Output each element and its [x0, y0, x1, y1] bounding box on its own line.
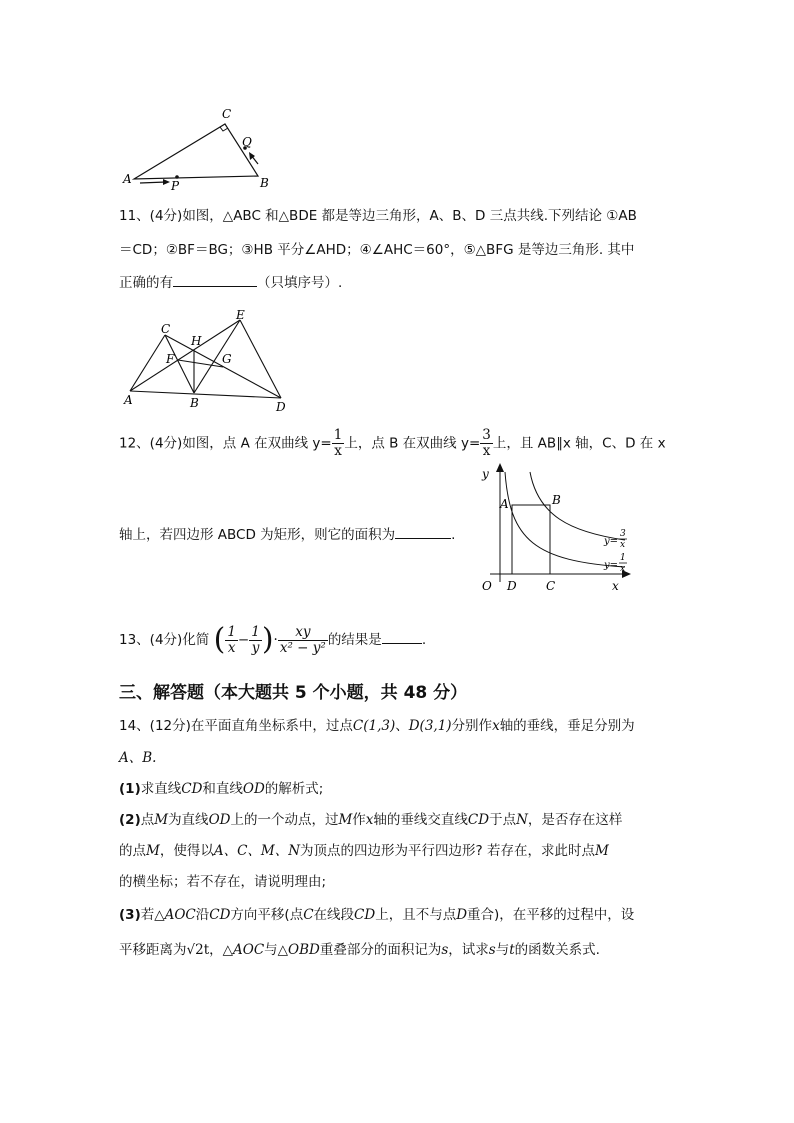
q12-line2 [119, 524, 455, 545]
label-a: A [123, 172, 132, 186]
q14-var-cd: CD [209, 907, 231, 923]
q14-part2-line3: 的横坐标；若不存在，请说明理由; [119, 874, 327, 890]
q14-text: 为直线 [168, 812, 209, 828]
q14-var-od: OD [208, 812, 231, 828]
label-curve1-den: x [620, 564, 626, 574]
label-p: P [171, 179, 180, 193]
q14-text: 的点 [119, 843, 146, 859]
q14-var-m: M [338, 812, 353, 828]
label-f: F [166, 352, 175, 366]
q14-text: 方向平移(点 [230, 907, 304, 923]
q11-number: 11、(4分) [119, 208, 183, 224]
q14-var-cd: CD [181, 781, 203, 797]
q14-text: 沿 [195, 907, 210, 923]
q14-text: 求直线 [140, 781, 182, 797]
curve-1-over-x [505, 472, 625, 567]
q14-text: 轴的垂线交直线 [373, 812, 468, 828]
q14-part2-line1 [119, 810, 622, 830]
q14-point-d: D(3,1) [408, 718, 452, 734]
q14-sqrt-2t: √2t [186, 942, 210, 958]
q11-text-line1: 如图，△ABC 和△BDE 都是等边三角形，A、B、D 三点共线.下列结论 ①AB [182, 208, 637, 224]
q14-var-x: x [365, 812, 374, 828]
q12-fraction-1-over-x: $\frac{1}{x}$ [333, 427, 343, 459]
label-c: C [546, 579, 556, 593]
q11-line1 [119, 206, 637, 226]
q14-text: 点 [140, 812, 155, 828]
label-curve1-num: 1 [620, 553, 626, 563]
curve-3-over-x [530, 472, 625, 540]
q14-var-od: OD [242, 781, 265, 797]
q14-text: 平移距离为 [119, 942, 187, 958]
q12-text-a: 如图，点 A 在双曲线 y= [182, 435, 332, 452]
q14-text: 分别作 [451, 718, 493, 734]
q13-line: 13、(4分)化简 ( $\frac{1}{x}$ − $\frac{1}{y}$ )· $\frac{xy}{\text{x² − y²}}$ 的结果是 . [119, 622, 427, 657]
segment-ac [130, 335, 165, 391]
q14-text: 作 [352, 812, 366, 828]
label-y: y [482, 467, 489, 481]
q12-text-line2a: 轴上，若四边形 ABCD 为矩形，则它的面积为 [119, 527, 396, 543]
q14-number: 14、(12分) [119, 718, 191, 734]
label-curve3-num: 3 [620, 529, 626, 539]
q14-text: 与 [264, 942, 278, 958]
q13-fraction-1-over-x: $\frac{1}{x}$ [227, 623, 236, 656]
rectangle-abcd [512, 505, 550, 574]
label-b: B [190, 396, 199, 410]
label-c: C [161, 322, 171, 336]
q14-text: 在平面直角坐标系中，过点 [190, 718, 353, 734]
q14-var-cd: CD [467, 812, 490, 828]
segment-ad [130, 391, 281, 398]
q11-line2 [119, 240, 634, 260]
label-a: A [124, 393, 133, 407]
q13-fraction-xy-over-diff: $\frac{xy}{\text{x² − y²}}$ [279, 623, 326, 656]
q14-var-n: N [516, 812, 528, 828]
q14-text: 与 [495, 942, 510, 958]
q14-text: ，是否存在这样 [527, 812, 623, 828]
q14-var-m: M [595, 843, 609, 859]
q14-var-s: s [488, 942, 496, 958]
q14-var-m: M [154, 812, 169, 828]
q14-part3-label: (3) [119, 907, 141, 923]
q14-var-x: x [492, 718, 500, 734]
figure-q12-hyperbolas [474, 460, 644, 598]
q14-var-d: D [456, 907, 468, 923]
q14-part2-label: (2) [119, 812, 141, 828]
label-b: B [552, 493, 561, 507]
q14-vertices: A、C、M、N [213, 843, 301, 859]
label-d: D [507, 579, 517, 593]
q14-text: ，使得以 [159, 843, 214, 859]
triangle-abc [134, 124, 258, 179]
q12-text-c: 上，且 AB∥x 轴，C、D 在 x [492, 435, 666, 452]
arrow-p-head [163, 179, 170, 185]
q14-text: 轴的垂线，垂足分别为 [499, 718, 635, 734]
figure-q11-equilateral-triangles [118, 305, 298, 415]
label-x: x [612, 579, 619, 593]
q14-text: 上，且不与点 [375, 907, 457, 923]
q12-number: 12、(4分) [119, 435, 183, 452]
label-h: H [191, 334, 202, 348]
q14-text: 于点 [489, 812, 517, 828]
q11-text-line2: ＝CD；②BF＝BG；③HB 平分∠AHD；④∠AHC＝60°，⑤△BFG 是等边三角形. 其中 [119, 242, 635, 258]
arrow-p [140, 182, 166, 183]
label-curve3: y= [604, 536, 619, 547]
q13-dot: · [273, 632, 278, 648]
label-e: E [236, 308, 245, 322]
q14-var-t: t [509, 942, 515, 958]
q14-text: 和直线 [202, 781, 243, 797]
q14-text: 的解析式; [264, 781, 324, 797]
q12-answer-blank[interactable] [395, 524, 451, 539]
segment-be [194, 320, 240, 393]
q13-minus: − [237, 632, 250, 648]
label-curve3-den: x [620, 540, 626, 550]
label-origin: O [482, 579, 492, 593]
q14-triangle-aoc: △AOC [222, 942, 265, 958]
q14-part1-label: (1) [119, 781, 141, 797]
q14-var-c: C [303, 907, 314, 923]
q14-var-cd: CD [354, 907, 376, 923]
y-axis-arrow [496, 463, 504, 472]
q14-text: 重叠部分的面积记为 [319, 942, 442, 958]
q11-line3 [119, 272, 342, 293]
q14-text: 重合)，在平移的过程中，设 [467, 907, 635, 923]
q14-text: 上的一个动点，过 [230, 812, 339, 828]
q13-fraction-1-over-y: $\frac{1}{y}$ [251, 623, 260, 656]
label-b: B [260, 176, 269, 190]
q13-prefix: 化简 [182, 632, 210, 648]
q12-text-line2b: . [451, 527, 456, 543]
label-d: D [276, 400, 286, 414]
q14-part2-line2 [119, 841, 609, 861]
q14-text: 在线段 [313, 907, 355, 923]
q11-answer-blank[interactable] [173, 272, 257, 287]
q12-text-b: 上，点 B 在双曲线 y= [344, 435, 481, 452]
q12-fraction-3-over-x: $\frac{3}{x}$ [482, 427, 491, 459]
q13-answer-blank[interactable] [382, 629, 422, 644]
q14-part1 [119, 779, 323, 799]
q14-text: ， [209, 942, 223, 958]
q14-sep: 、 [395, 718, 409, 734]
q11-text-line3b: （只填序号）. [257, 275, 343, 291]
q11-text-line3a: 正确的有 [119, 275, 173, 291]
label-g: G [222, 352, 232, 366]
segment-fg [178, 360, 223, 367]
q13-number: 13、(4分) [119, 632, 183, 648]
q14-part3-line2 [119, 940, 600, 960]
q14-part3-line1 [119, 905, 634, 925]
q14-line1 [119, 716, 635, 736]
label-c: C [222, 107, 232, 121]
label-q: Q [242, 135, 252, 149]
q13-end: . [421, 632, 427, 648]
q14-point-c: C(1,3) [352, 718, 396, 734]
q14-var-m: M [146, 843, 160, 859]
q14-text: 若 [140, 907, 155, 923]
q14-text: ，试求 [448, 942, 489, 958]
label-a: A [500, 497, 509, 511]
q14-triangle-aoc: △AOC [154, 907, 196, 923]
section-3-title: 三、解答题（本大题共 5 个小题，共 48 分） [119, 683, 468, 703]
figure-q10-triangle [118, 100, 288, 195]
q12-line1 [119, 428, 666, 459]
q14-triangle-obd: △OBD [277, 942, 320, 958]
q13-suffix: 的结果是 [327, 632, 382, 648]
label-curve1: y= [604, 560, 619, 571]
q14-text: 的函数关系式. [514, 942, 600, 958]
q14-var-s: s [441, 942, 449, 958]
q14-text: 为顶点的四边形为平行四边形? 若存在，求此时点 [300, 843, 596, 859]
q14-line2: A、B. [119, 750, 157, 766]
